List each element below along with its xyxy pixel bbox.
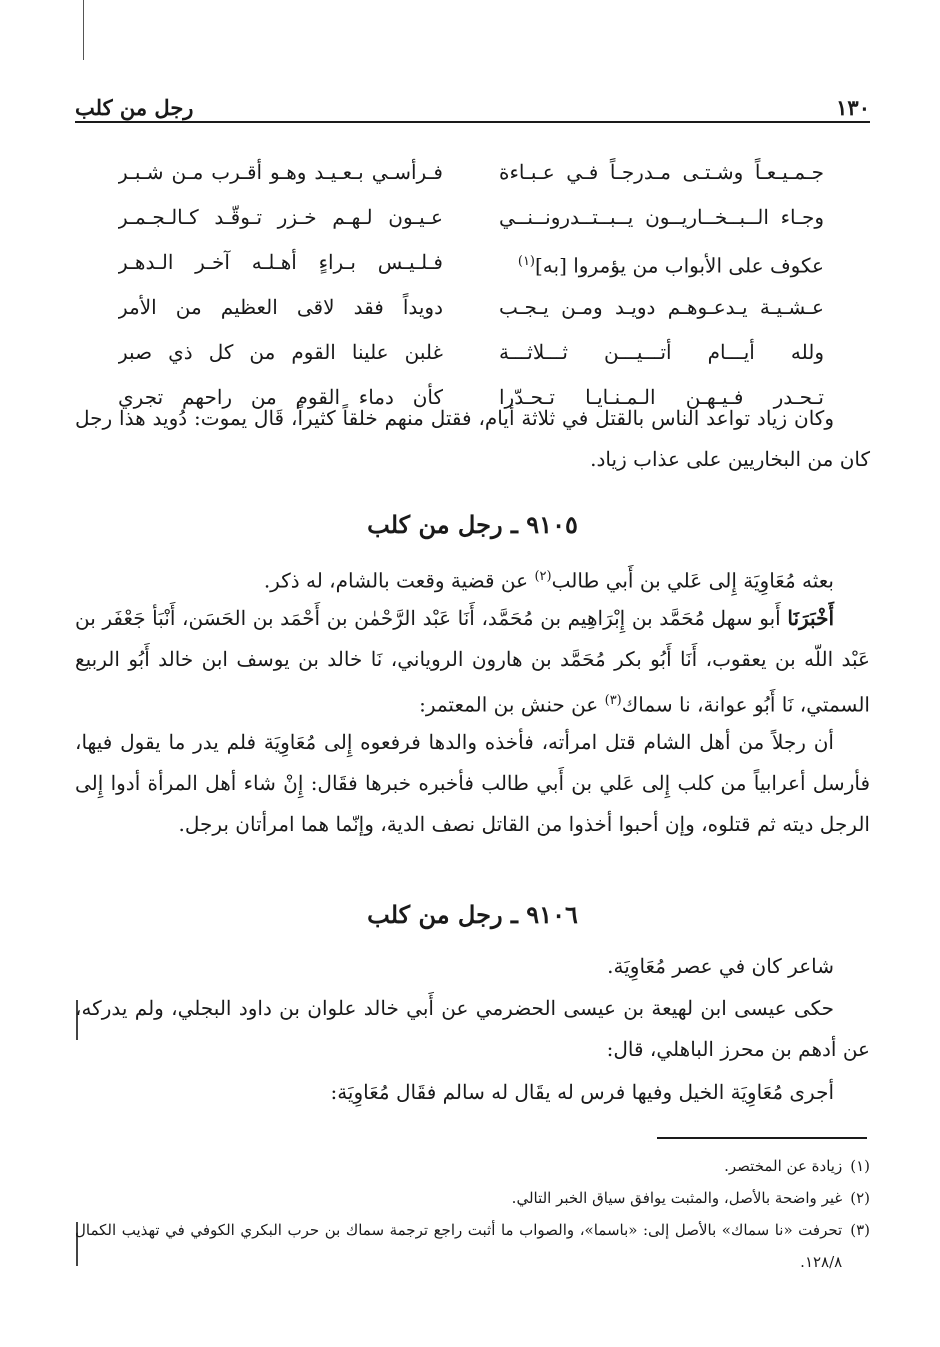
footnote-ref: (١) <box>517 254 535 269</box>
verse <box>118 197 824 242</box>
scan-artifact-line <box>83 0 84 60</box>
verse-second-hemistich: فـرأسـي بـعـيـد وهـو أقـرب مـن شـبـر <box>118 160 443 184</box>
paragraph-intro: وكان زياد تواعد الناس بالقتل في ثلاثة أيام، فقتل منهم خلقاً كثيراً، قَال يموت: دُويد هذا رجل كان من البخاريين على عذاب زياد. <box>75 406 870 471</box>
footnote-text: غير واضحة بالأصل، والمثبت يوافق سياق الخبر التالي. <box>511 1189 843 1207</box>
section-title-9106: ٩١٠٦ ـ رجل من كلب <box>367 900 578 929</box>
verse-first-hemistich: ولله أيـــام أتـــيـــن ثـــلاثـــة <box>499 340 824 364</box>
page-number: ١٣٠ <box>836 95 870 120</box>
footnote-number: (٢) <box>850 1189 870 1207</box>
isnad-text-rest: عن حنش بن المعتمر: <box>419 692 605 717</box>
footnote-ref: (٢) <box>534 569 552 584</box>
isnad-text: أَبو سهل مُحَمَّد بن إِبْرَاهِيم بن مُحَمَّد، أَنَا عَبْد الرَّحْمٰن بن أَحْمَد بن الحَسَن، أَنْبَأ جَعْفَر بن عَبْد اللّه بن يعقوب، أَنَا أَبُو بكر مُحَمَّد بن هارون الروياني، نَا خالد بن يوسف ابن خالد أَبُو الربيع السمتي، نَا أَبُو عوانة، نا سماك <box>75 606 870 717</box>
verse <box>118 332 824 377</box>
verse-second-hemistich: فـلـيـس بـراءٍ أهـلـه آخـر الـدهـر <box>118 250 443 274</box>
footnote-text: تحرفت «نا سماك» بالأصل إلى: «باسما»، والصواب ما أثبت راجع ترجمة سماك بن حرب البكري الكوفي في تهذيب الكمال ١٢٨/٨. <box>75 1221 843 1271</box>
verse <box>118 242 824 287</box>
section-9105-intro <box>75 556 870 602</box>
footnote-number: (١) <box>850 1157 870 1175</box>
footnote-text: زيادة عن المختصر. <box>724 1157 843 1175</box>
verse-second-hemistich: غلبن علينا القوم من كل ذي صبر <box>118 340 443 364</box>
footnote-ref: (٣) <box>604 693 622 708</box>
section-title-9105: ٩١٠٥ ـ رجل من كلب <box>367 510 578 539</box>
header-rule <box>75 121 870 123</box>
footnote <box>75 1214 870 1278</box>
verse-second-hemistich: كأن دماء القوم من راحهم تجري <box>118 385 443 409</box>
running-title: رجل من كلب <box>75 95 194 120</box>
intro-text-rest: عن قضية وقعت بالشام، له ذكر. <box>263 568 535 593</box>
verse-first-hemistich: تـحـدر فـيـهـن الـمـنـايـا تـحـدّرا <box>499 385 824 409</box>
section-9105-text: أن رجلاً من أهل الشام قتل امرأته، فأخذه والدها فرفعوه إِلى مُعَاوِيَة فلم يدر ما يقول فيها، فأرسل أعرابياً من كلب إِلى عَلي بن أَبي طالب فأخبره خبرها فقَال: إِنْ شاء أهل المرأة أدوا إِلى الرجل ديته ثم قتلوه، وإن أحبوا أخذوا من القاتل نصف الدية، وإنّما هما امرأتان برجل. <box>75 730 871 836</box>
verse-second-hemistich: عـيـون لـهـم خـزر تـوقّـد كـالـجـمـر <box>118 205 443 229</box>
section-9106-intro: شاعر كان في عصر مُعَاوِيَة. <box>607 954 834 978</box>
verse-text: عكوف على الأبواب من يؤمروا [به] <box>535 253 824 278</box>
footnote-rule <box>657 1137 867 1139</box>
footnote-number: (٣) <box>850 1221 870 1239</box>
intro-text: بعثه مُعَاوِيَة إِلى عَلي بن أَبي طالب <box>551 568 834 593</box>
section-9106-p2: أجرى مُعَاوِيَة الخيل وفيها فرس له يقَال له سالم فقَال مُعَاوِيَة: <box>330 1080 834 1104</box>
section-9105-isnad <box>75 598 870 726</box>
isnad-lead: أَخْبَرَنَا <box>787 606 834 630</box>
footnote <box>75 1182 870 1214</box>
verse-first-hemistich: وجـاء الــبــخــاريــون يــبــتــدرونــنــي <box>499 205 824 229</box>
section-9106-p1: حكى عيسى ابن لهيعة بن عيسى الحضرمي عن أَبي خالد علوان بن داود البجلي، ولم يدركه، عن أدهم بن محرز الباهلي، قال: <box>75 996 870 1061</box>
verse <box>118 287 824 332</box>
page-header <box>75 80 870 120</box>
footnote <box>75 1150 870 1182</box>
verse-second-hemistich: دويداً فقد لاقى العظيم من الأمر <box>118 295 443 319</box>
verse-first-hemistich: جـمـيـعـاً وشـتـى مـدرجـاً فـي عـبـاءة <box>499 160 824 184</box>
poem-block <box>118 152 824 422</box>
footnotes <box>75 1150 870 1278</box>
verse <box>118 152 824 197</box>
verse-first-hemistich: عـشـيـة يـدعـوهـم دويـد ومـن يـجـب <box>499 295 824 319</box>
verse-first-hemistich <box>499 242 824 287</box>
